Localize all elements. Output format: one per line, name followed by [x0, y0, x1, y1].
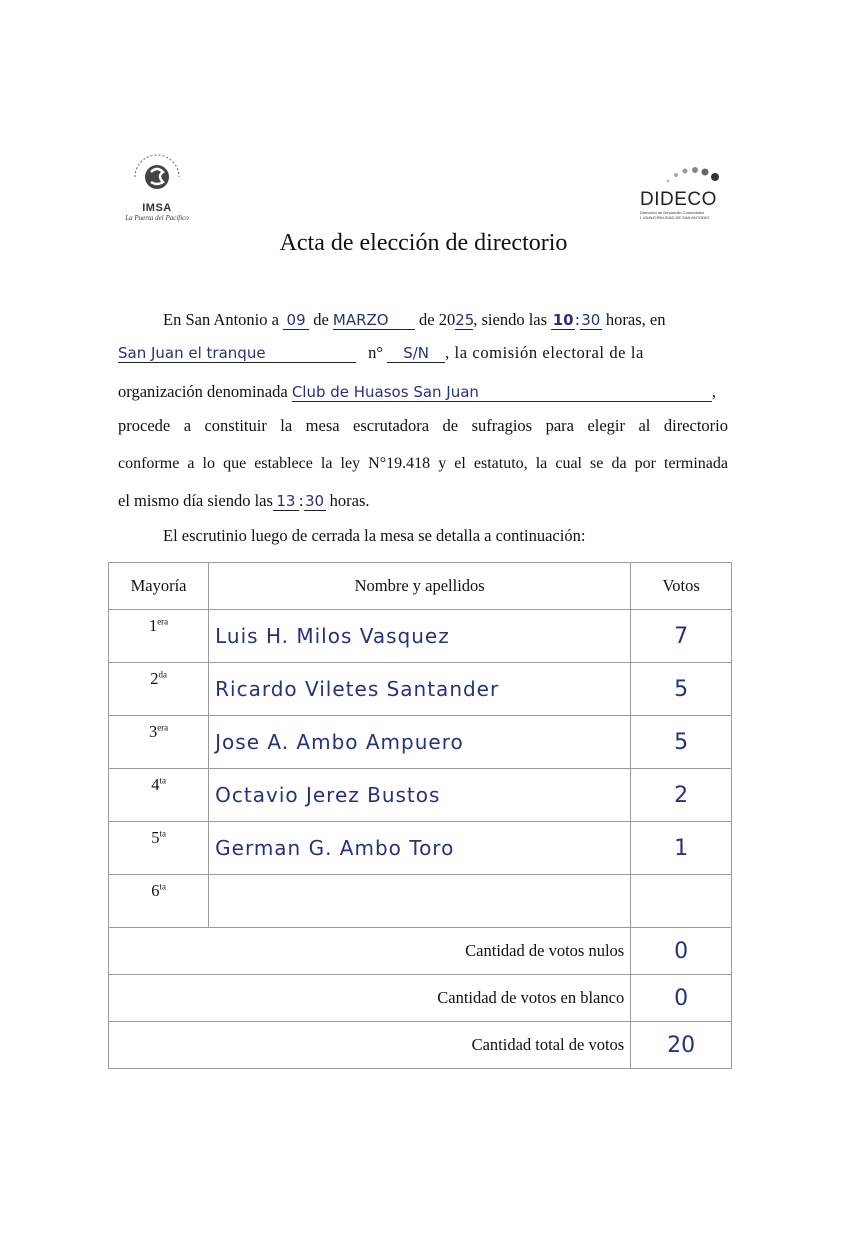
text-horas-en: horas, en	[605, 310, 666, 329]
name-cell: Luis H. Milos Vasquez	[209, 610, 631, 663]
form-line-2	[118, 343, 728, 363]
rank-cell: $2^{da}$	[109, 663, 209, 716]
text-siendo: , siendo las	[473, 310, 548, 329]
dideco-sub2: I. MUNICIPALIDAD DE SAN ANTONIO	[640, 215, 710, 220]
dots-icon	[662, 163, 722, 185]
text-terminada: el mismo día siendo las	[118, 491, 273, 510]
votes-cell: 1	[631, 822, 732, 875]
text-intro: En San Antonio a	[163, 310, 279, 329]
table-row	[109, 610, 732, 663]
header-votos: Votos	[631, 563, 732, 610]
number-field: S/N	[387, 344, 445, 363]
votes-cell: 7	[631, 610, 732, 663]
name-cell: Jose A. Ambo Ampuero	[209, 716, 631, 769]
total-label: Cantidad total de votos	[109, 1022, 631, 1069]
imsa-seal-icon	[127, 150, 187, 204]
dideco-name: DIDECO	[640, 189, 717, 210]
table-row	[109, 822, 732, 875]
total-value: 20	[631, 1022, 732, 1069]
rank-cell: $4^{ta}$	[109, 769, 209, 822]
blanco-value: 0	[631, 975, 732, 1022]
dideco-sub1: Dirección de Desarrollo Comunitario	[640, 210, 705, 215]
name-cell: Octavio Jerez Bustos	[209, 769, 631, 822]
table-row	[109, 716, 732, 769]
text-organizacion: organización denominada	[118, 382, 288, 401]
name-cell: Ricardo Viletes Santander	[209, 663, 631, 716]
rank-cell: $5^{ta}$	[109, 822, 209, 875]
nulos-value: 0	[631, 928, 732, 975]
votes-table	[108, 562, 732, 1069]
name-cell	[209, 875, 631, 928]
nulos-label: Cantidad de votos nulos	[109, 928, 631, 975]
text-end-colon: :	[298, 491, 304, 510]
imsa-logo	[112, 150, 202, 228]
table-row	[109, 663, 732, 716]
form-line-5: conforme a lo que establece la ley N°19.418 y el estatuto, la cual se da por terminada	[118, 455, 728, 472]
rank-cell: $3^{era}$	[109, 716, 209, 769]
imsa-name: IMSA	[142, 202, 172, 214]
votes-cell	[631, 875, 732, 928]
name-cell: German G. Ambo Toro	[209, 822, 631, 875]
text-comma: ,	[711, 382, 716, 401]
rank-cell: $1^{era}$	[109, 610, 209, 663]
form-line-3	[118, 382, 728, 402]
end-hour-field: 13	[273, 492, 299, 511]
table-row	[109, 875, 732, 928]
summary-row-blanco	[109, 975, 732, 1022]
form-line-7: El escrutinio luego de cerrada la mesa se detalla a continuación:	[163, 526, 586, 545]
rank-cell: $6^{ta}$	[109, 875, 209, 928]
end-minute-field: 30	[304, 492, 325, 510]
form-line-4: procede a constituir la mesa escrutadora de sufragios para elegir al directorio	[118, 416, 728, 435]
table-header-row	[109, 563, 732, 610]
summary-row-nulos	[109, 928, 732, 975]
summary-row-total	[109, 1022, 732, 1069]
year-field: 25	[455, 311, 475, 329]
imsa-slogan: La Puerta del Pacífico	[125, 214, 189, 222]
votes-cell: 5	[631, 716, 732, 769]
header-mayoria: Mayoría	[109, 563, 209, 610]
text-numero: n°	[368, 343, 383, 362]
text-colon: :	[575, 310, 580, 329]
place-field: San Juan el tranque	[118, 344, 356, 363]
votes-cell: 5	[631, 663, 732, 716]
month-field: MARZO	[333, 311, 415, 330]
form-line-1	[163, 310, 728, 330]
text-de: de	[313, 310, 329, 329]
page-title: Acta de elección de directorio	[279, 230, 568, 256]
text-year-prefix: de 20	[419, 310, 456, 329]
blanco-label: Cantidad de votos en blanco	[109, 975, 631, 1022]
dideco-logo	[640, 163, 740, 220]
text-horas: horas.	[329, 491, 370, 510]
day-field: 09	[283, 311, 309, 330]
header-nombre: Nombre y apellidos	[209, 563, 631, 610]
minute-field: 30	[581, 311, 601, 329]
table-row	[109, 769, 732, 822]
form-line-6	[118, 491, 728, 511]
text-comision: , la comisión electoral de la	[445, 343, 644, 362]
hour-field: 10	[552, 311, 574, 329]
organization-field: Club de Huasos San Juan	[292, 383, 712, 402]
votes-cell: 2	[631, 769, 732, 822]
